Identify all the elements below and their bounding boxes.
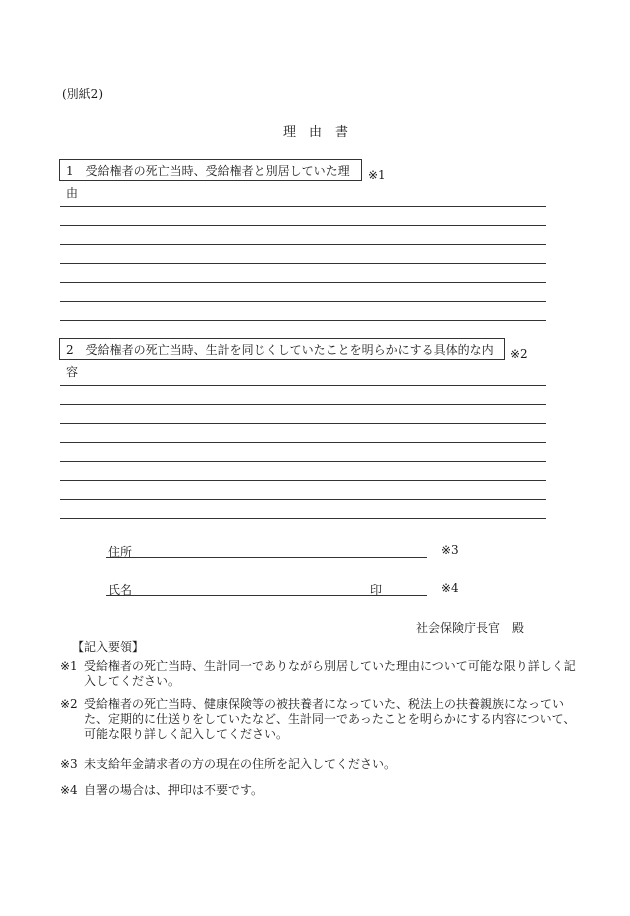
writing-line[interactable] <box>60 206 546 207</box>
writing-line[interactable] <box>60 301 546 302</box>
address-label: 住所 <box>108 545 133 559</box>
name-ref-mark: ※4 <box>441 581 459 595</box>
address-ref-mark: ※3 <box>441 543 459 557</box>
writing-line[interactable] <box>60 499 546 500</box>
writing-line[interactable] <box>60 423 546 424</box>
writing-line[interactable] <box>60 461 546 462</box>
section2-heading-box <box>59 338 505 379</box>
section1-heading: 1 受給権者の死亡当時、受給権者と別居していた理由 <box>66 164 350 200</box>
instruction-note-3 <box>60 757 580 772</box>
section2-heading: 2 受給権者の死亡当時、生計を同じくしていたことを明らかにする具体的な内容 <box>66 343 494 379</box>
writing-line[interactable] <box>60 385 546 386</box>
writing-line[interactable] <box>60 244 546 245</box>
name-label: 氏名 <box>108 583 133 597</box>
note-mark: ※2 <box>60 697 78 711</box>
writing-line[interactable] <box>60 480 546 481</box>
note-mark: ※4 <box>60 783 78 797</box>
name-field[interactable] <box>106 595 427 596</box>
instruction-note-4 <box>60 783 580 798</box>
section1-ref-mark: ※1 <box>368 168 386 182</box>
address-field[interactable] <box>106 557 427 558</box>
writing-line[interactable] <box>60 320 546 321</box>
note-text: 受給権者の死亡当時、生計同一でありながら別居していた理由について可能な限り詳しく記入してください。 <box>84 659 576 688</box>
writing-line[interactable] <box>60 225 546 226</box>
note-mark: ※3 <box>60 757 78 771</box>
section1-heading-box <box>59 159 362 200</box>
writing-line[interactable] <box>60 442 546 443</box>
instructions-heading: 【記入要領】 <box>72 640 145 654</box>
note-text: 未支給年金請求者の方の現在の住所を記入してください。 <box>84 757 397 771</box>
writing-line[interactable] <box>60 518 546 519</box>
page-title: 理 由 書 <box>283 125 349 140</box>
addressee: 社会保険庁長官 殿 <box>416 621 525 635</box>
note-text: 自署の場合は、押印は不要です。 <box>84 783 264 797</box>
note-mark: ※1 <box>60 659 78 673</box>
attachment-label: (別紙2) <box>62 87 103 101</box>
writing-line[interactable] <box>60 404 546 405</box>
writing-line[interactable] <box>60 263 546 264</box>
instruction-note-1 <box>60 659 580 689</box>
writing-line[interactable] <box>60 282 546 283</box>
section2-ref-mark: ※2 <box>510 347 528 361</box>
instruction-note-2 <box>60 697 580 742</box>
seal-mark: 印 <box>370 583 383 597</box>
note-text: 受給権者の死亡当時、健康保険等の被扶養者になっていた、税法上の扶養親族になっていた、定期的に仕送りをしていたなど、生計同一であったことを明らかにする内容について、可能な限り詳しく記入してください。 <box>84 697 576 741</box>
